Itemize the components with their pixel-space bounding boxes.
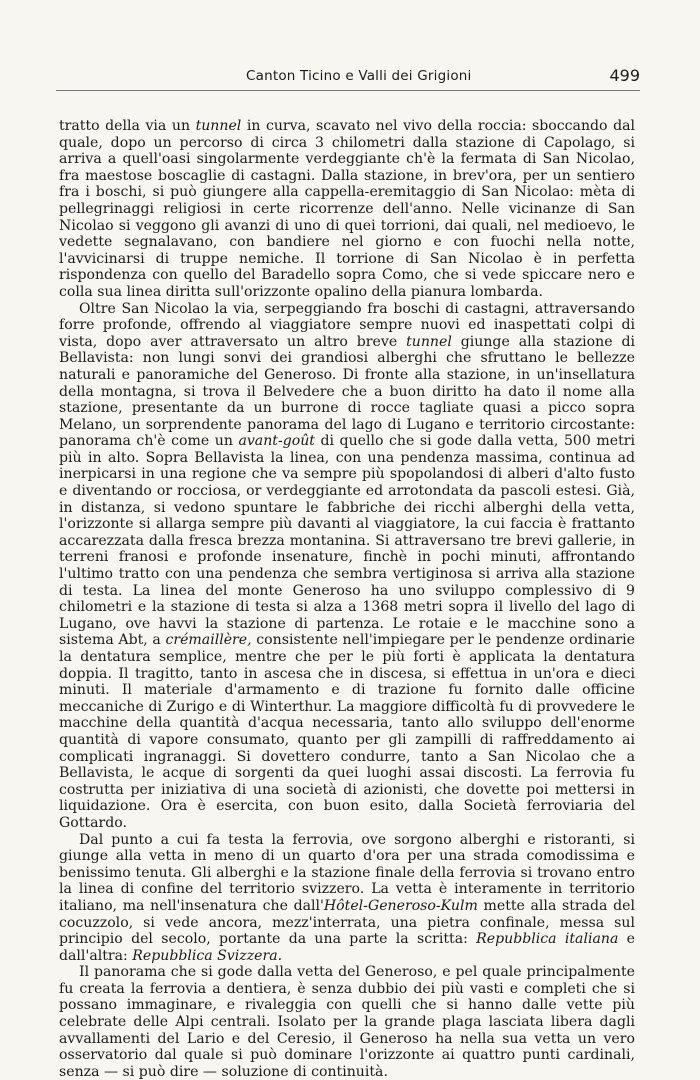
italic-term: crémaillère, — [165, 632, 252, 649]
italic-term: tunnel — [195, 118, 242, 134]
paragraph — [59, 832, 635, 965]
text-segment: in curva, scavato nel vivo della roccia: sboccando dal quale, dopo un percorso di circa 3 chilometri dalla stazione di Capolago, si arriva a quell'oasi singolarmente verdeggiante ch'è la fermata di San Nicolao, fra maestose boscaglie di castagni. Dalla stazione, in brev'ora, per un sentiero fra i boschi, si può giungere alla cappella-eremitaggio di San Nicolao: mèta di pellegrinaggi religiosi in certe ricorrenze dell'anno. Nelle vicinanze di San Nicolao si veggono gli avanzi di uno di quei torrioni, dai quali, nel medioevo, le vedette segnalavano, con bandiere nel giorno e con fuochi nella notte, l'avvicinarsi di truppe nemiche. Il torrione di San Nicolao è in perfetta rispondenza con quello del Baradello sopra Como, che si vede spiccare nero e colla sua linea diritta sull'orizzonte opalino della pianura lombarda. — [59, 118, 636, 300]
paragraph — [59, 964, 635, 1080]
page-header — [56, 62, 640, 91]
italic-term: Hôtel-Generoso-Kulm — [323, 897, 478, 914]
italic-term: Repubblica Svizzera. — [132, 947, 283, 964]
text-segment: Oltre San Nicolao la via, serpeggiando fra boschi di castagni, attraversando forre profonde, offrendo al viaggiatore sempre nuovi ed inaspettati colpi di vista, dopo aver attraversato un altro breve — [59, 300, 635, 350]
italic-term: avant-goût — [238, 433, 315, 450]
text-segment: Il panorama che si gode dalla vetta del Generoso, e pel quale principalmente fu creata la ferrovia a dentiera, è senza dubbio dei più vasti e completi che si possano immaginare, e rivaleggia con quelli che si hanno dalle vette più celebrate delle Alpi centrali. Isolato per la grande plaga lasciata libera dagli avvallamenti del Lario e del Ceresio, il Generoso ha nella sua vetta un vero osservatorio dal quale si può dominare l'orizzonte ai quattro punti cardinali, senza — si può dire — soluzione di continuità. — [59, 964, 635, 1080]
text-segment: mette alla strada del cocuzzolo, si vede ancora, mezz'interrata, una pietra confinale, messa sul principio del secolo, portante da una parte la scritta: — [59, 897, 635, 948]
text-segment: e dall'altra: — [59, 931, 636, 964]
text-segment: consistente nell'impiegare per le pendenze ordinarie la dentatura semplice, mentre che per le più forti è applicata la dentatura doppia. Il tragitto, tanto in ascesa che in discesa, si effettua in un'ora e dieci minuti. Il materiale d'armamento e di trazione fu fornito dalle officine meccaniche di Zurigo e di Winterthur. La maggiore difficoltà fu di provvedere le macchine della quantità d'acqua necessaria, tanto allo sviluppo dell'enorme quantità di vapore consumato, quanto per gli zampilli di raffreddamento ai complicati ingranaggi. Si dovettero condurre, tanto a San Nicolao che a Bellavista, le acque di sorgenti da quei luoghi assai discosti. La ferrovia fu costrutta per iniziativa di una società di azionisti, che dovette poi mettersi in liquidazione. Ora è esercita, con buon esito, dalla Società ferroviaria del Gottardo. — [59, 632, 636, 831]
text-segment: Dal punto a cui fa testa la ferrovia, ove sorgono alberghi e ristoranti, si giunge alla vetta in meno di un quarto d'ora per una strada comodissima e benissimo tenuta. Gli alberghi e la stazione finale della ferrovia si trovano entro la linea di confine del territorio svizzero. La vetta è interamente in territorio italiano, ma nell'insenatura che dall' — [59, 831, 635, 914]
text-segment: di quello che si gode dalla vetta, 500 metri più in alto. Sopra Bellavista la linea, con una pendenza massima, continua ad inerpicarsi in una regione che va sempre più spopolandosi di alberi d'alto fusto e diventando or rocciosa, or verdeggiante ed arrotondata da pascoli estesi. Già, in distanza, si vedono spuntare le fabbriche dei ricchi alberghi della vetta, l'orizzonte si allarga sempre più davanti al viaggiatore, la cui faccia è frattanto accarezzata dalla fresca brezza montanina. Si attraversano tre brevi gallerie, in terreni franosi e profonde insenature, finchè in pochi minuti, affrontando l'ultimo tratto con una pendenza che sembra vertiginosa si arriva alla stazione di testa. La linea del monte Generoso ha uno sviluppo complessivo di 9 chilometri e la stazione di testa si alza a 1368 metri sopra il livello del lago di Lugano, ove havvi la stazione di partenza. Le rotaie e le macchine sono a sistema Abt, a — [59, 433, 635, 649]
running-title: Canton Ticino e Valli dei Grigioni — [246, 68, 472, 84]
paragraph — [59, 301, 635, 832]
body-text — [59, 118, 635, 1080]
paragraph — [59, 118, 635, 301]
page-number: 499 — [609, 66, 640, 85]
text-segment: tratto della via un — [59, 118, 196, 134]
italic-term: Repubblica italiana — [476, 931, 619, 948]
text-segment: giunge alla stazione di Bellavista: non lungi sonvi dei grandiosi alberghi che sfruttano le bellezze naturali e panoramiche del Generoso. Di fronte alla stazione, in un'insellatura della montagna, si trova il Belvedere che a buon diritto ha dato il nome alla stazione, presentante da un burrone di rocce tagliate quasi a picco sopra Melano, un sorprendente panorama del lago di Lugano e territorio circostante: panorama ch'è come un — [59, 333, 635, 450]
italic-term: tunnel — [406, 333, 452, 350]
